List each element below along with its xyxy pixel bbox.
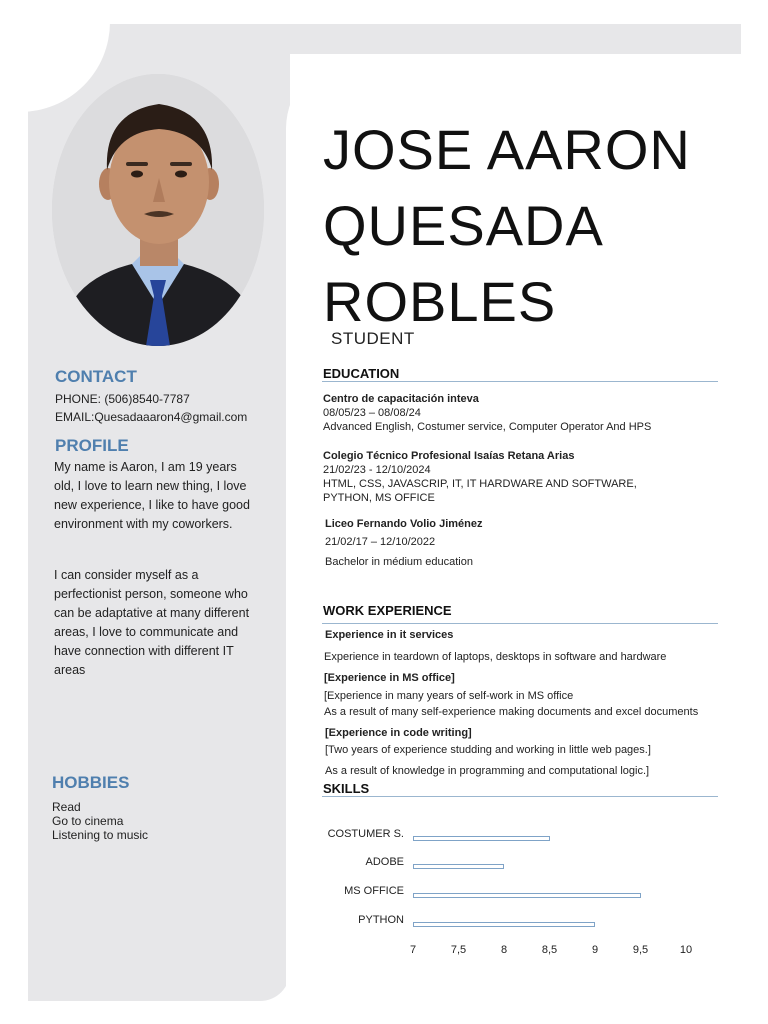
work-heading: Experience in it services <box>325 629 454 641</box>
skill-bar <box>413 922 595 927</box>
hobbies-title: HOBBIES <box>52 773 130 792</box>
edu-dates: 21/02/17 – 12/10/2022 <box>325 536 436 548</box>
hobby-item: Go to cinema <box>52 814 124 828</box>
axis-tick-label: 9 <box>591 944 599 956</box>
work-description: Experience in teardown of laptops, desktops in software and hardware <box>324 651 667 663</box>
skill-label: COSTUMER S. <box>327 828 404 840</box>
axis-tick-label: 7,5 <box>450 944 467 956</box>
edu-description: PYTHON, MS OFFICE <box>323 492 435 504</box>
section-divider <box>322 796 718 797</box>
edu-dates: 21/02/23 - 12/10/2024 <box>323 464 431 476</box>
axis-tick-label: 10 <box>679 944 693 956</box>
skill-bar <box>413 864 504 869</box>
work-title: WORK EXPERIENCE <box>323 603 452 618</box>
skill-bar <box>413 836 550 841</box>
work-description: As a result of many self-experience making documents and excel documents <box>324 706 699 718</box>
edu-school: Liceo Fernando Volio Jiménez <box>325 518 483 530</box>
name-line-1: JOSE AARON <box>323 118 691 181</box>
section-divider <box>322 381 718 382</box>
edu-school: Centro de capacitación inteva <box>323 393 479 405</box>
edu-description: Advanced English, Costumer service, Computer Operator And HPS <box>323 421 652 433</box>
name-line-2: QUESADA <box>323 194 604 257</box>
edu-description: HTML, CSS, JAVASCRIP, IT, IT HARDWARE AND SOFTWARE, <box>323 478 637 490</box>
top-band <box>28 24 741 54</box>
profile-photo <box>52 74 264 346</box>
work-description: [Two years of experience studding and working in little web pages.] <box>325 744 651 756</box>
contact-phone: PHONE: (506)8540-7787 <box>55 392 190 406</box>
profile-paragraph-1: My name is Aaron, I am 19 years old, I love to learn new thing, I love new experience, I like to have good environment with my coworkers. <box>54 460 250 531</box>
name-line-3: ROBLES <box>323 270 557 333</box>
education-title: EDUCATION <box>323 366 400 381</box>
hobby-item: Read <box>52 800 81 814</box>
contact-title: CONTACT <box>55 367 137 386</box>
axis-tick-label: 8,5 <box>541 944 558 956</box>
hobby-item: Listening to music <box>52 828 149 842</box>
work-description: [Experience in many years of self-work in MS office <box>324 690 574 702</box>
work-description: As a result of knowledge in programming and computational logic.] <box>325 765 650 777</box>
full-name <box>323 112 691 340</box>
skill-label: ADOBE <box>365 856 404 868</box>
axis-tick-label: 7 <box>409 944 417 956</box>
skill-label: MS OFFICE <box>344 885 404 897</box>
skill-bar <box>413 893 641 898</box>
contact-email[interactable]: EMAIL:Quesadaaaron4@gmail.com <box>55 410 248 424</box>
skills-title: SKILLS <box>323 781 370 796</box>
edu-description: Bachelor in médium education <box>325 556 473 568</box>
work-heading: [Experience in code writing] <box>325 727 472 739</box>
skill-label: PYTHON <box>358 914 404 926</box>
edu-dates: 08/05/23 – 08/08/24 <box>323 407 421 419</box>
edu-school: Colegio Técnico Profesional Isaías Retana Arias <box>323 450 575 462</box>
axis-tick-label: 9,5 <box>632 944 649 956</box>
profile-paragraph-2: I can consider myself as a perfectionist person, someone who can be adaptative at many different areas, I love to communicate and have connection with different IT areas <box>54 568 250 677</box>
section-divider <box>322 623 718 624</box>
profile-title: PROFILE <box>55 436 129 455</box>
role-title: STUDENT <box>331 329 415 348</box>
work-heading: [Experience in MS office] <box>324 672 455 684</box>
axis-tick-label: 8 <box>500 944 508 956</box>
